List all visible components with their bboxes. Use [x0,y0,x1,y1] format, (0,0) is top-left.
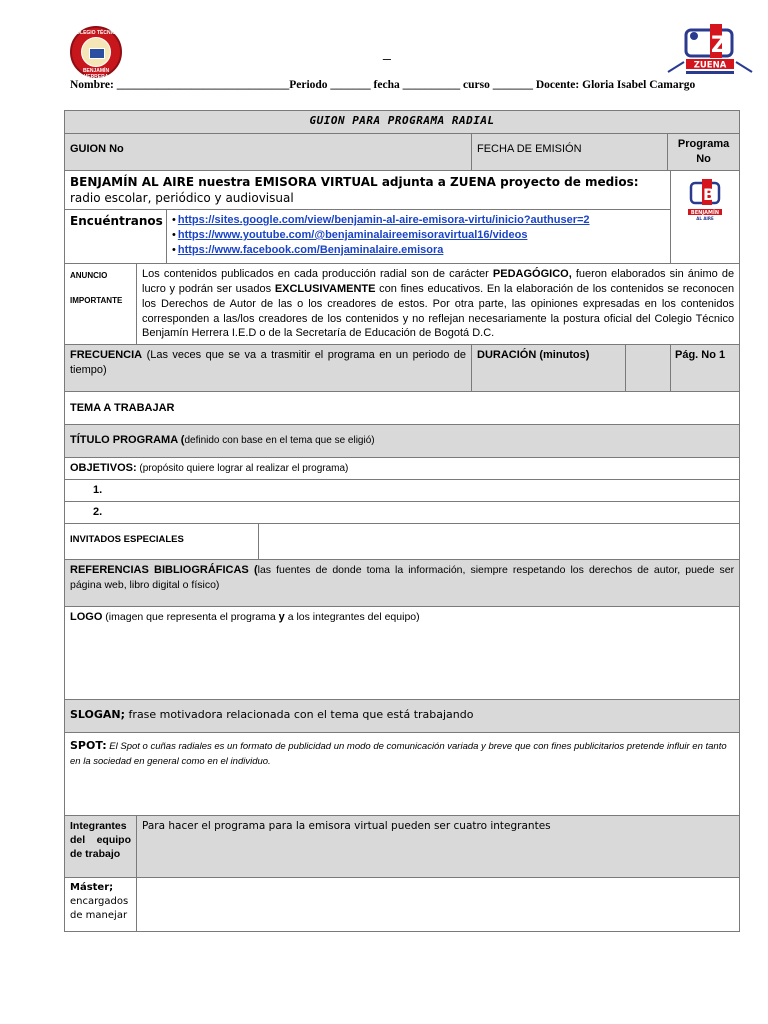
referencias-label: REFERENCIAS BIBLIOGRÁFICAS ( [70,563,258,576]
benjamin-logo-text: BENJAMÍN [690,209,720,216]
svg-text:B: B [703,184,716,204]
objetivos-hint: (propósito quiere lograr al realizar el programa) [136,463,349,475]
facebook-link[interactable]: https://www.facebook.com/Benjaminalaire.emisora [177,243,444,256]
aviso-part-3: con fines educativos. En la elaboración de los contenidos se reconocen los Derechos de Autor de las o los creadores de estos. Por otra parte, las opiniones expresadas en los contenidos corresponden a las/los creadores de los contenidos y no reflejan necesariamente la postura oficial del Colegio Técnico Benjamín Herrera I.E.D o de la Secretaría de Educación de Bogotá D.C. [142,282,735,340]
aviso-part-1: Los contenidos publicados en cada producción radial son de carácter [142,268,493,281]
seal-center [81,37,111,67]
zuena-logo-icon [664,22,756,80]
pagina-number: Pág. No 1 [671,345,740,392]
student-info-line: Nombre: ______________________________Periodo _______ fecha __________ curso _______ Docente: Gloria Isabel Camargo [70,79,696,91]
master-label [65,877,137,931]
benjamin-logo-icon [682,177,728,221]
links-list [172,213,665,258]
school-seal-logo [70,26,122,78]
duracion-value-field[interactable] [626,345,671,392]
slogan-label: SLOGAN; [70,707,126,721]
intro-rest: radio escolar, periódico y audiovisual [70,190,294,205]
logo-hint-y: y [278,610,285,623]
encuentranos-label: Encuéntranos [65,210,167,264]
titulo-programa-field[interactable] [65,425,740,458]
objetivos-label: OBJETIVOS: [70,462,137,475]
integrantes-label: Integrantes del equipo de trabajo [65,815,137,877]
benjamin-al-aire-logo [682,177,728,221]
objetivos-header [65,458,740,480]
invitados-label: INVITADOS ESPECIALES [65,523,259,559]
referencias-field[interactable] [65,559,740,606]
titulo-hint: definido con base en el tema que se eligió) [184,435,375,447]
aviso-exclusivamente: EXCLUSIVAMENTE [274,282,376,295]
integrantes-field[interactable]: Para hacer el programa para la emisora virtual pueden ser cuatro integrantes [137,815,740,877]
radio-script-form [64,110,740,932]
intro-bold: BENJAMÍN AL AIRE nuestra EMISORA VIRTUAL adjunta a ZUENA proyecto de medios: [70,174,639,189]
objetivo-2-field[interactable]: 2. [65,502,740,524]
spot-label: SPOT: [70,738,107,752]
referencias-hint: las fuentes de donde toma la información, siempre respetando los derechos de autor, puede ser página web, libro digital o físico) [70,563,735,591]
aviso-text [137,264,740,345]
logo-label: LOGO [70,610,103,623]
intro-cell [65,170,671,209]
titulo-label: TÍTULO PROGRAMA ( [70,434,185,447]
fecha-emision-field[interactable]: FECHA DE EMISIÓN [472,134,668,171]
master-field[interactable] [137,877,740,931]
logo-hint: (imagen que representa el programa [102,610,279,623]
invitados-field[interactable] [259,523,740,559]
anuncio-label-cell [65,264,137,345]
slogan-field[interactable] [65,699,740,732]
slogan-hint: frase motivadora relacionada con el tema que está trabajando [125,707,474,721]
link-item [172,213,665,228]
frecuencia-hint: (Las veces que se va a trasmitir el programa en un periodo de tiempo) [70,349,466,377]
guion-no-field[interactable]: GUION No [65,134,472,171]
objetivo-1-field[interactable]: 1. [65,480,740,502]
form-title: GUION PARA PROGRAMA RADIAL [65,111,740,134]
frecuencia-field[interactable] [65,345,472,392]
link-item [172,243,665,258]
link-item [172,228,665,243]
anuncio-label: ANUNCIO [70,271,108,281]
spot-field[interactable] [65,732,740,815]
aviso-part-2: fueron elaborados sin ánimo de lucro y podrán ser usados [142,268,735,295]
zuena-logo [664,22,756,80]
importante-label: IMPORTANTE [70,295,123,305]
logo-field[interactable] [65,606,740,699]
frecuencia-label: FRECUENCIA [70,349,143,362]
benjamin-logo-cell [671,170,740,263]
youtube-link[interactable]: https://www.youtube.com/@benjaminalaireemisoravirtual16/videos [177,228,528,241]
programa-no-field[interactable]: Programa No [668,134,740,171]
duracion-field[interactable]: DURACIÓN (minutos) [472,345,626,392]
zuena-text: ZUENA [693,60,727,71]
book-icon [89,48,105,59]
master-label-bold: Máster; [70,881,114,893]
logo-hint-end: a los integrantes del equipo) [284,610,420,623]
header-dash: _ [383,44,391,60]
links-cell [167,210,671,264]
aviso-pedagogico: PEDAGÓGICO, [492,268,572,281]
master-label-rest: encargados de manejar [70,895,129,921]
spot-hint: El Spot o cuñas radiales es un formato de publicidad un modo de comunicación variada y breve que con fines publicitarios pretende influir en tanto en la sociedad en general como en el individuo. [70,740,727,768]
seal-top-text: COLEGIO TÉCNICO [72,30,120,36]
tema-field[interactable]: TEMA A TRABAJAR [65,392,740,425]
google-sites-link[interactable]: https://sites.google.com/view/benjamin-al-aire-emisora-virtu/inicio?authuser=2 [177,214,590,227]
svg-text:Z: Z [711,33,727,58]
benjamin-logo-subtext: AL AIRE [696,215,714,221]
seal-bottom-text: BENJAMÍN HERRERA [82,68,110,80]
